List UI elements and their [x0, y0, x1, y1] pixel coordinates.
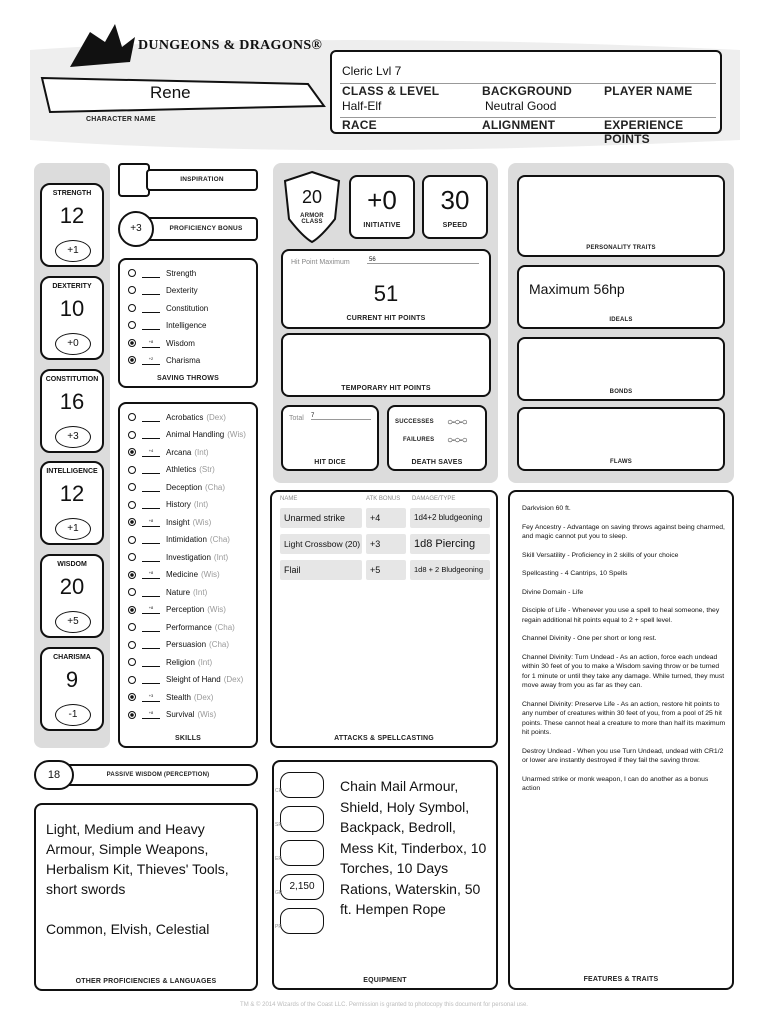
ability-score[interactable]: 16 — [59, 389, 85, 414]
copyright-footer: TM & © 2014 Wizards of the Coast LLC. Permission is granted to photocopy this document for personal use. — [240, 1002, 528, 1008]
skill-prof-dot[interactable] — [128, 553, 136, 561]
ability-name: CONSTITUTION — [45, 376, 99, 383]
ability-modifier[interactable]: +5 — [55, 611, 91, 633]
coin-sp[interactable] — [275, 806, 324, 832]
skill-row[interactable] — [128, 515, 211, 529]
attack-header-bonus: ATK BONUS — [366, 496, 401, 502]
ability-score[interactable]: 10 — [59, 296, 85, 321]
feature-item: Divine Domain - Life — [522, 588, 584, 596]
skill-value[interactable] — [142, 640, 160, 649]
ability-charisma — [40, 647, 104, 731]
skill-row[interactable] — [128, 603, 226, 617]
features-box[interactable] — [508, 490, 734, 990]
save-value[interactable] — [142, 269, 160, 278]
current-hp-value[interactable]: 51 — [373, 281, 399, 306]
ability-constitution — [40, 369, 104, 453]
hit-dice-total[interactable]: 7 — [311, 413, 371, 420]
skill-value[interactable]: +8 — [142, 710, 160, 719]
skill-name: History — [166, 500, 191, 509]
skills-title: SKILLS — [174, 735, 202, 742]
proficiency-value[interactable]: +3 — [118, 211, 154, 247]
speed-box — [422, 175, 488, 239]
attacks-title: ATTACKS & SPELLCASTING — [334, 735, 434, 742]
character-name[interactable]: Rene — [150, 83, 191, 102]
ability-score[interactable]: 20 — [59, 574, 85, 599]
save-prof-dot[interactable] — [128, 286, 136, 294]
skill-name: Persuasion — [166, 640, 207, 649]
death-saves-box — [387, 405, 487, 471]
skill-prof-dot[interactable] — [128, 483, 136, 491]
ability-score[interactable]: 9 — [65, 667, 79, 692]
proficiency-label: PROFICIENCY BONUS — [169, 225, 243, 232]
save-value[interactable]: +2 — [142, 356, 160, 365]
background-label: BACKGROUND — [482, 84, 572, 98]
skill-attr: (Cha) — [214, 622, 235, 632]
skill-row[interactable] — [128, 410, 226, 424]
languages-text[interactable]: Common, Elvish, Celestial — [46, 921, 210, 937]
save-row[interactable] — [128, 283, 198, 297]
ability-modifier[interactable]: +0 — [55, 333, 91, 355]
passive-perception-section — [34, 760, 258, 790]
other-proficiencies-title: OTHER PROFICIENCIES & LANGUAGES — [75, 978, 217, 985]
skill-prof-dot[interactable] — [128, 623, 136, 631]
ideals-value[interactable]: Maximum 56hp — [529, 281, 625, 297]
skill-row[interactable] — [128, 463, 215, 477]
save-row[interactable] — [128, 336, 195, 350]
skill-attr: (Int) — [194, 447, 209, 457]
ability-wisdom — [40, 554, 104, 638]
attack-name[interactable]: Light Crossbow (20) — [280, 534, 362, 554]
skill-value[interactable]: +4 — [142, 448, 160, 457]
character-info-box — [330, 50, 722, 146]
save-prof-dot[interactable] — [128, 339, 136, 347]
save-value[interactable] — [142, 286, 160, 295]
skill-row[interactable] — [128, 708, 216, 722]
save-value[interactable]: +8 — [142, 339, 160, 348]
skill-value[interactable]: +3 — [142, 693, 160, 702]
equipment-text[interactable]: Chain Mail Armour, Shield, Holy Symbol, Backpack, Bedroll, Mess Kit, Tinderbox, 10 Torches, 10 Days Rations, Waterskin, 50 ft. Hempen Rope — [340, 778, 487, 917]
skill-name: Performance — [166, 622, 212, 632]
skill-prof-dot[interactable] — [128, 711, 136, 719]
skill-value[interactable] — [142, 658, 160, 667]
attack-header-name: NAME — [280, 496, 298, 502]
skills-box — [118, 402, 258, 748]
skill-attr: (Str) — [199, 465, 215, 474]
ability-scores-column — [34, 163, 110, 748]
ability-name: WISDOM — [57, 561, 87, 568]
save-name: Constitution — [166, 303, 209, 313]
feature-item: Darkvision 60 ft. — [522, 505, 571, 512]
skill-row[interactable] — [128, 638, 229, 652]
skill-prof-dot[interactable] — [128, 693, 136, 701]
xp-label: EXPERIENCE POINTS — [604, 118, 684, 146]
coin-label: PP — [275, 924, 282, 930]
attack-damage[interactable]: 1d8 + 2 Bludgeoning — [410, 560, 490, 580]
attack-bonus[interactable]: +4 — [366, 508, 406, 528]
coin-gp[interactable] — [275, 874, 324, 900]
skill-row[interactable] — [128, 655, 212, 669]
passive-label: PASSIVE WISDOM (PERCEPTION) — [106, 772, 210, 778]
coin-label: CP — [275, 788, 282, 794]
skill-name: Insight — [166, 517, 190, 527]
skill-row[interactable] — [128, 498, 208, 512]
hit-dice-box — [281, 405, 379, 471]
skill-value[interactable] — [142, 675, 160, 684]
save-row[interactable] — [128, 266, 196, 280]
save-name: Dexterity — [166, 285, 198, 295]
skill-value[interactable] — [142, 465, 160, 474]
failures-checkboxes[interactable]: ○-○-○ — [447, 435, 467, 446]
ability-dexterity — [40, 276, 104, 360]
temp-hp-label: TEMPORARY HIT POINTS — [341, 385, 431, 392]
save-prof-dot[interactable] — [128, 304, 136, 312]
alignment-value[interactable]: Neutral Good — [485, 99, 557, 113]
skill-attr: (Int) — [213, 552, 229, 562]
skill-row[interactable] — [128, 568, 220, 582]
bonds-label: BONDS — [609, 389, 633, 395]
skill-value[interactable] — [142, 430, 160, 439]
skill-prof-dot[interactable] — [128, 658, 136, 666]
skill-attr: (Dex) — [223, 675, 244, 684]
race-value[interactable]: Half-Elf — [342, 99, 382, 113]
feature-item: Spellcasting - 4 Cantrips, 10 Spells — [522, 570, 628, 577]
attack-bonus[interactable]: +5 — [366, 560, 406, 580]
attack-name[interactable]: Flail — [280, 560, 362, 580]
skill-row[interactable] — [128, 690, 213, 704]
attacks-box — [270, 490, 498, 748]
ability-score[interactable]: 12 — [59, 481, 85, 506]
save-value[interactable] — [142, 321, 160, 330]
skill-row[interactable] — [128, 480, 225, 494]
failures-label: FAILURES — [403, 437, 435, 443]
save-row[interactable] — [128, 353, 200, 367]
flaws-box[interactable] — [517, 407, 725, 471]
current-hp-box — [281, 249, 491, 329]
ability-score[interactable]: 12 — [59, 203, 85, 228]
ability-name: INTELLIGENCE — [46, 468, 98, 475]
proficiency-section — [118, 211, 258, 247]
character-name-label: CHARACTER NAME — [86, 116, 156, 123]
feature-item: Channel Divinity - One per short or long rest. — [522, 635, 657, 642]
inspiration-label: INSPIRATION — [180, 176, 224, 183]
initiative-box — [349, 175, 415, 239]
skill-name: Nature — [166, 587, 191, 597]
skill-name: Acrobatics — [166, 412, 204, 422]
ideals-box[interactable] — [517, 265, 725, 329]
equipment-title: EQUIPMENT — [363, 977, 407, 984]
skill-attr: (Wis) — [192, 517, 212, 527]
skill-row[interactable] — [128, 533, 230, 547]
coin-label: SP — [275, 822, 282, 828]
ability-modifier[interactable]: +1 — [55, 240, 91, 262]
feature-item: Channel Divinity: Turn Undead - As an action, force each undead within 30 feet of you to make a Wisdom saving throw or be turned for 1 minute or until they take any damage. While turned, they must move away from you as far as they can. — [522, 653, 725, 689]
skill-row[interactable] — [128, 550, 228, 564]
skill-name: Athletics — [166, 465, 197, 474]
saving-throws-box — [118, 258, 258, 388]
passive-value[interactable]: 18 — [34, 760, 74, 790]
skill-prof-dot[interactable] — [128, 501, 136, 509]
attack-damage[interactable]: 1d8 Piercing — [410, 534, 490, 554]
ideals-label: IDEALS — [609, 317, 633, 323]
skill-prof-dot[interactable] — [128, 536, 136, 544]
skill-value[interactable]: +8 — [142, 570, 160, 579]
save-row[interactable] — [128, 318, 206, 332]
skill-attr: (Wis) — [207, 605, 226, 614]
bonds-box[interactable] — [517, 337, 725, 401]
feature-item: Destroy Undead - When you use Turn Undead, undead with CR1/2 or lower are instantly destroyed if they fail the saving throw. — [522, 747, 724, 764]
skill-name: Investigation — [166, 552, 211, 562]
skill-prof-dot[interactable] — [128, 413, 136, 421]
saving-throws-title: SAVING THROWS — [157, 375, 219, 382]
hp-max-value[interactable]: 56 — [367, 257, 479, 264]
skill-value[interactable] — [142, 623, 160, 632]
inspiration-label-box — [146, 169, 258, 191]
skill-attr: (Wis) — [197, 710, 217, 719]
skill-attr: (Wis) — [201, 570, 220, 579]
coin-cp[interactable] — [275, 772, 324, 798]
skill-prof-dot[interactable] — [128, 466, 136, 474]
attack-bonus[interactable]: +3 — [366, 534, 406, 554]
skill-value[interactable]: +8 — [142, 605, 160, 614]
proficiency-label-box — [144, 217, 258, 241]
race-label: RACE — [342, 118, 377, 132]
hit-dice-label: HIT DICE — [314, 459, 346, 466]
attack-damage[interactable]: 1d4+2 bludgeoning — [410, 508, 490, 528]
ability-modifier[interactable]: -1 — [55, 704, 91, 726]
other-proficiencies-box[interactable] — [34, 803, 258, 991]
successes-label: SUCCESSES — [395, 419, 434, 425]
initiative-value[interactable]: +0 — [367, 185, 397, 215]
ability-name: DEXTERITY — [52, 283, 92, 290]
skill-prof-dot[interactable] — [128, 448, 136, 456]
coin-ep[interactable] — [275, 840, 324, 866]
skill-name: Survival — [166, 710, 195, 719]
alignment-label: ALIGNMENT — [482, 118, 556, 132]
ability-intelligence — [40, 461, 104, 545]
coin-label: EP — [275, 856, 282, 862]
feature-item: Skill Versatility - Proficiency in 2 skills of your choice — [522, 551, 679, 559]
skill-name: Arcana — [166, 447, 192, 457]
skill-attr: (Cha) — [209, 640, 230, 649]
save-name: Charisma — [166, 355, 201, 365]
hp-max-label: Hit Point Maximum — [291, 259, 350, 266]
skill-value[interactable] — [142, 500, 160, 509]
save-row[interactable] — [128, 301, 208, 315]
equipment-box — [272, 760, 498, 990]
skill-prof-dot[interactable] — [128, 676, 136, 684]
personality-section — [508, 163, 734, 483]
coin-value[interactable]: 2,150 — [289, 881, 315, 892]
save-name: Strength — [166, 268, 197, 278]
skill-attr: (Int) — [193, 500, 209, 509]
hit-dice-total-label: Total — [289, 415, 304, 422]
skill-attr: (Dex) — [193, 692, 214, 702]
skill-attr: (Int) — [193, 587, 208, 597]
skill-attr: (Cha) — [209, 535, 230, 544]
passive-label-box — [58, 764, 258, 786]
skill-row[interactable] — [128, 428, 246, 442]
skill-value[interactable] — [142, 413, 160, 422]
skill-prof-dot[interactable] — [128, 431, 136, 439]
features-list — [522, 504, 728, 803]
class-level-label: CLASS & LEVEL — [342, 84, 440, 98]
skill-row[interactable] — [128, 620, 235, 634]
skill-value[interactable] — [142, 588, 160, 597]
skill-name: Sleight of Hand — [166, 675, 221, 684]
save-prof-dot[interactable] — [128, 356, 136, 364]
logo-text: DUNGEONS & DRAGONS® — [138, 38, 323, 53]
save-value[interactable] — [142, 304, 160, 313]
skill-name: Intimidation — [166, 535, 207, 544]
features-title: FEATURES & TRAITS — [583, 975, 659, 983]
skill-name: Stealth — [166, 692, 191, 702]
save-prof-dot[interactable] — [128, 269, 136, 277]
skill-name: Deception — [166, 482, 203, 492]
feature-item: Fey Ancestry - Advantage on saving throws against being charmed, and magic cannot put you to sleep. — [522, 523, 725, 540]
speed-value[interactable]: 30 — [440, 185, 470, 215]
skill-prof-dot[interactable] — [128, 588, 136, 596]
armor-class-label: ARMOR CLASS — [300, 213, 324, 225]
class-level-value[interactable]: Cleric Lvl 7 — [342, 64, 402, 78]
skill-prof-dot[interactable] — [128, 606, 136, 614]
save-prof-dot[interactable] — [128, 321, 136, 329]
current-hp-label: CURRENT HIT POINTS — [346, 315, 426, 322]
feature-item: Disciple of Life - Whenever you use a spell to heal someone, they regain additional hit points equal to 2 + spell level. — [522, 607, 720, 624]
player-name-label: PLAYER NAME — [604, 84, 693, 98]
proficiencies-text[interactable]: Light, Medium and Heavy Armour, Simple Weapons, Herbalism Kit, Thieves' Tools, short swords — [46, 821, 229, 897]
save-name: Intelligence — [166, 320, 207, 330]
attack-name[interactable]: Unarmed strike — [280, 508, 362, 528]
skill-value[interactable] — [142, 553, 160, 562]
ability-name: STRENGTH — [52, 190, 92, 197]
coin-label: GP — [275, 890, 283, 896]
skill-name: Medicine — [166, 570, 199, 579]
flaws-label: FLAWS — [610, 459, 632, 465]
skill-row[interactable] — [128, 445, 209, 459]
skill-row[interactable] — [128, 585, 207, 599]
skill-name: Religion — [166, 657, 195, 667]
feature-item: Channel Divinity: Preserve Life - As an action, restore hit points to any number of creatures within 30 feet of you, from a pool of 25 hit points. These cannot heal a creature to more than half its maximum hit points. — [522, 700, 726, 736]
skill-value[interactable]: +8 — [142, 518, 160, 527]
personality-traits-label: PERSONALITY TRAITS — [586, 245, 656, 251]
skill-name: Perception — [166, 605, 205, 614]
skill-attr: (Cha) — [205, 482, 226, 492]
skill-row[interactable] — [128, 673, 243, 687]
skill-value[interactable] — [142, 535, 160, 544]
skill-attr: (Dex) — [206, 412, 226, 422]
inspiration-section — [118, 163, 258, 197]
personality-traits-box[interactable] — [517, 175, 725, 257]
speed-label: SPEED — [442, 222, 468, 229]
skill-prof-dot[interactable] — [128, 571, 136, 579]
skill-value[interactable] — [142, 483, 160, 492]
coin-pp[interactable] — [275, 908, 324, 934]
ability-modifier[interactable]: +1 — [55, 518, 91, 540]
skill-prof-dot[interactable] — [128, 518, 136, 526]
temp-hp-box[interactable] — [281, 333, 491, 397]
successes-checkboxes[interactable]: ○-○-○ — [447, 417, 467, 428]
combat-section — [273, 163, 498, 483]
skill-prof-dot[interactable] — [128, 641, 136, 649]
save-name: Wisdom — [166, 338, 195, 348]
feature-item: Unarmed strike or monk weapon, I can do another as a bonus action — [522, 775, 709, 792]
ability-strength — [40, 183, 104, 267]
attack-header-damage: DAMAGE/TYPE — [412, 496, 456, 502]
ability-modifier[interactable]: +3 — [55, 426, 91, 448]
initiative-label: INITIATIVE — [363, 222, 401, 229]
skill-attr: (Wis) — [227, 430, 246, 439]
skill-attr: (Int) — [197, 657, 213, 667]
death-saves-label: DEATH SAVES — [411, 459, 463, 466]
armor-class-value[interactable]: 20 — [301, 187, 323, 207]
ability-name: CHARISMA — [53, 654, 91, 661]
skill-name: Animal Handling — [166, 430, 225, 439]
